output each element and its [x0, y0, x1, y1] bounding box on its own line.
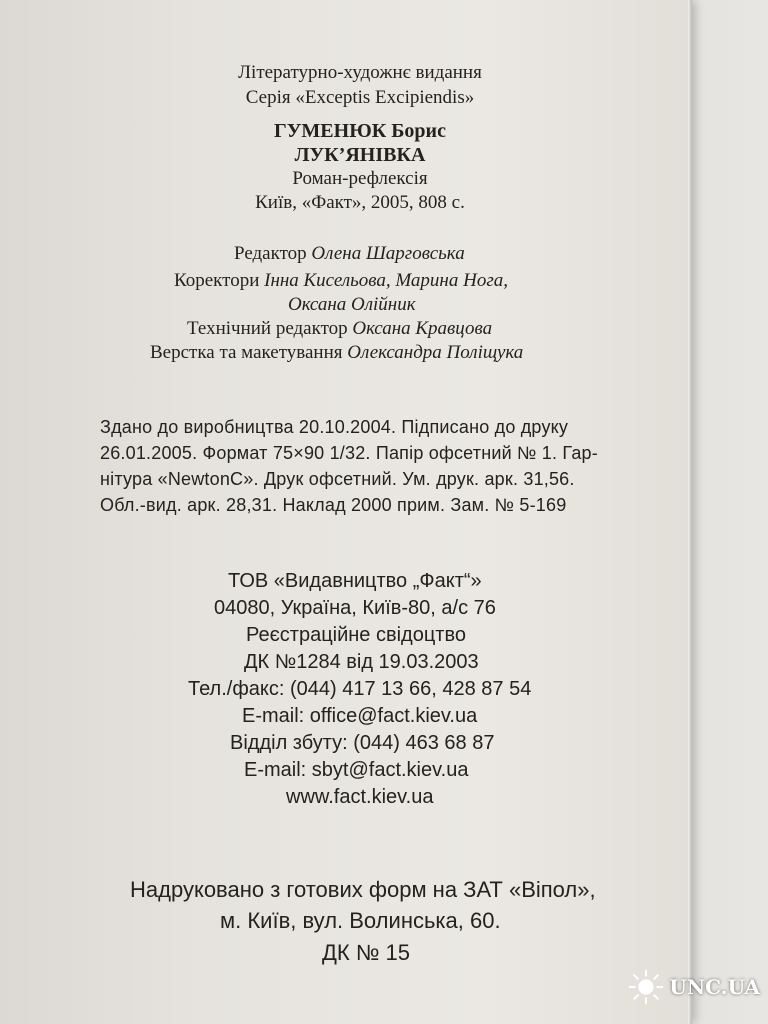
proofreaders-names-cont [288, 294, 416, 316]
book-genre: Роман-рефлексія [292, 168, 428, 189]
publisher-website: www.fact.kiev.ua [286, 786, 434, 808]
tech-editor-credit [187, 318, 492, 340]
printer-line-1: Надруковано з готових форм на ЗАТ «Віпол», [130, 877, 596, 902]
tech-editor-name: Оксана Кравцова [352, 318, 493, 339]
editor-name: Олена Шарговська [311, 243, 465, 264]
book-imprint: Київ, «Факт», 2005, 808 с. [255, 192, 465, 213]
proofreaders-names: Інна Кисельова, Марина Нога, [264, 270, 508, 291]
editor-role: Редактор [234, 243, 307, 264]
publisher-phone: Тел./факс: (044) 417 13 66, 428 87 54 [188, 678, 532, 700]
tech-editor-role: Технічний редактор [187, 318, 348, 339]
page-edge [688, 0, 692, 1024]
print-details-line-1: Здано до виробництва 20.10.2004. Підписано до друку [100, 417, 569, 437]
publisher-address: 04080, Україна, Київ-80, а/с 76 [214, 597, 496, 619]
book-title: ЛУК’ЯНІВКА [294, 144, 426, 166]
print-details-line-3: нітура «NewtonC». Друк офсетний. Ум. друк. арк. 31,56. [100, 469, 575, 489]
sun-logo-icon [627, 968, 665, 1006]
layout-role: Верстка та макетування [150, 342, 343, 363]
print-details-line-2: 26.01.2005. Формат 75×90 1/32. Папір офсетний № 1. Гар- [100, 443, 598, 463]
layout-credit [150, 342, 523, 364]
author-name: ГУМЕНЮК Борис [274, 120, 446, 142]
registration-number: ДК №1284 від 19.03.2003 [244, 651, 479, 673]
registration-label: Реєстраційне свідоцтво [246, 624, 466, 646]
layout-name: Олександра Поліщука [347, 342, 524, 363]
edition-type: Літературно-художнє видання [238, 62, 482, 83]
printer-address: м. Київ, вул. Волинська, 60. [220, 908, 501, 933]
sales-phone: Відділ збуту: (044) 463 68 87 [230, 732, 495, 754]
series-name: Серія «Exceptis Excipiendis» [245, 87, 475, 108]
printer-license: ДК № 15 [322, 940, 411, 965]
watermark-text: UNC.UA [669, 975, 760, 999]
sales-email: E-mail: sbyt@fact.kiev.ua [244, 759, 469, 781]
editor-credit [234, 243, 465, 265]
print-details-line-4: Обл.-вид. арк. 28,31. Наклад 2000 прим. Зам. № 5-169 [100, 495, 567, 515]
watermark [627, 968, 760, 1006]
proofreaders-credit [174, 270, 508, 292]
proofreader-name-3: Оксана Олійник [288, 294, 416, 315]
proofreaders-role: Коректори [174, 270, 260, 291]
publisher-name: ТОВ «Видавництво „Факт“» [228, 570, 482, 592]
publisher-email: E-mail: office@fact.kiev.ua [242, 705, 478, 727]
